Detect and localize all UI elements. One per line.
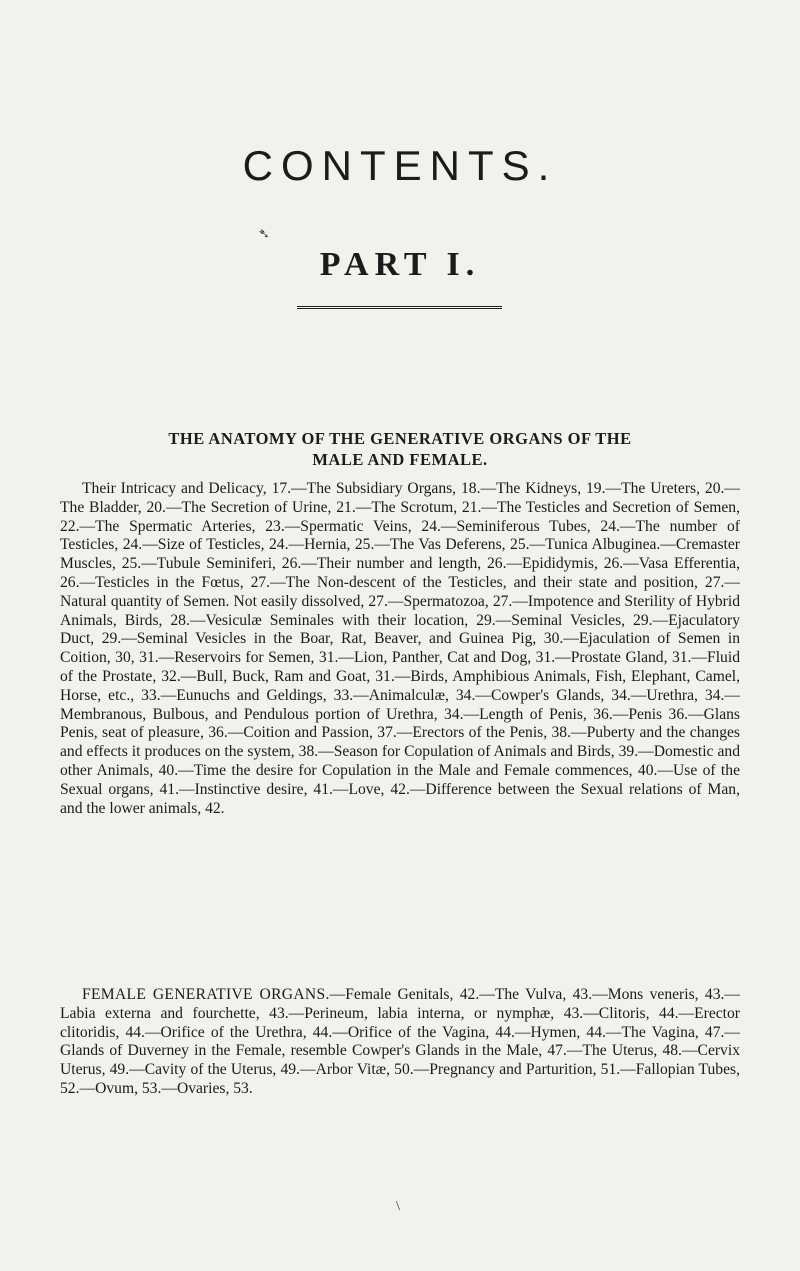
double-rule-divider: [297, 306, 502, 309]
section-lead-female: FEMALE GENERATIVE ORGANS.: [82, 986, 330, 1003]
printer-mark: ➴: [258, 227, 270, 242]
section-contents-anatomy: Their Intricacy and Delicacy, 17.—The Subsidiary Organs, 18.—The Kidneys, 19.—The Ureters, 20.—The Bladder, 20.—The Secretion of Urine, 21.—The Scrotum, 21.—The Testicles and Secretion of Semen, 22.—The Spermatic Arteries, 23.—Spermatic Veins, 24.—Seminiferous Tubes, 24.—The number of Testicles, 24.—Size of Testicles, 24.—Hernia, 25.—The Vas Deferens, 25.—Tunica Albuginea.—Cremaster Muscles, 25.—Tubule Seminiferi, 26.—Their number and length, 26.—Epididymis, 26.—Vasa Efferentia, 26.—Testicles in the Fœtus, 27.—The Non-descent of the Testicles, and their state and position, 27.—Natural quantity of Semen. Not easily dissolved, 27.—Spermatozoa, 27.—Impotence and Sterility of Hybrid Animals, Birds, 28.—Vesiculæ Seminales with their location, 29.—Seminal Vesicles, 29.—Ejaculatory Duct, 29.—Seminal Vesicles in the Boar, Rat, Beaver, and Guinea Pig, 30.—Ejaculation of Semen in Coition, 30, 31.—Reservoirs for Semen, 31.—Lion, Panther, Cat and Dog, 31.—Prostate Gland, 31.—Fluid of the Prostate, 32.—Bull, Buck, Ram and Goat, 31.—Birds, Amphibious Animals, Fish, Elephant, Camel, Horse, etc., 33.—Eunuchs and Geldings, 33.—Animalculæ, 34.—Cowper's Glands, 34.—Urethra, 34.—Membranous, Bulbous, and Pendulous portion of Urethra, 34.—Length of Penis, 36.—Penis 36.—Glans Penis, seat of pleasure, 36.—Coition and Passion, 37.—Erectors of the Penis, 38.—Puberty and the changes and effects it produces on the system, 38.—Season for Copulation of Animals and Birds, 39.—Domestic and other Animals, 40.—Time the desire for Copulation in the Male and Female commences, 40.—Use of the Sexual organs, 41.—Instinctive desire, 41.—Love, 42.—Difference between the Sexual relations of Man, and the lower animals, 42.: [60, 480, 740, 817]
section-heading-line-2: MALE AND FEMALE.: [312, 450, 488, 469]
section-heading-anatomy: [60, 428, 740, 470]
part-heading: PART I.: [319, 246, 481, 283]
page-title: CONTENTS.: [242, 142, 558, 189]
section-heading-line-1: THE ANATOMY OF THE GENERATIVE ORGANS OF THE: [168, 429, 632, 448]
section-text-female: —Female Genitals, 42.—The Vulva, 43.—Mons veneris, 43.—Labia externa and fourchette, 43.—Perineum, labia interna, or nymphæ, 43.—Clitoris, 44.—Erector clitoridis, 44.—Orifice of the Urethra, 44.—Orifice of the Vagina, 44.—Hymen, 44.—The Vagina, 47.—Glands of Duverney in the Female, resemble Cowper's Glands in the Male, 47.—The Uterus, 48.—Cervix Uterus, 49.—Cavity of the Uterus, 49.—Arbor Vitæ, 50.—Pregnancy and Parturition, 51.—Fallopian Tubes, 52.—Ovum, 53.—Ovaries, 53.: [60, 986, 740, 1097]
stray-mark: \: [396, 1199, 400, 1214]
section-contents-female-organs: [60, 986, 740, 1099]
